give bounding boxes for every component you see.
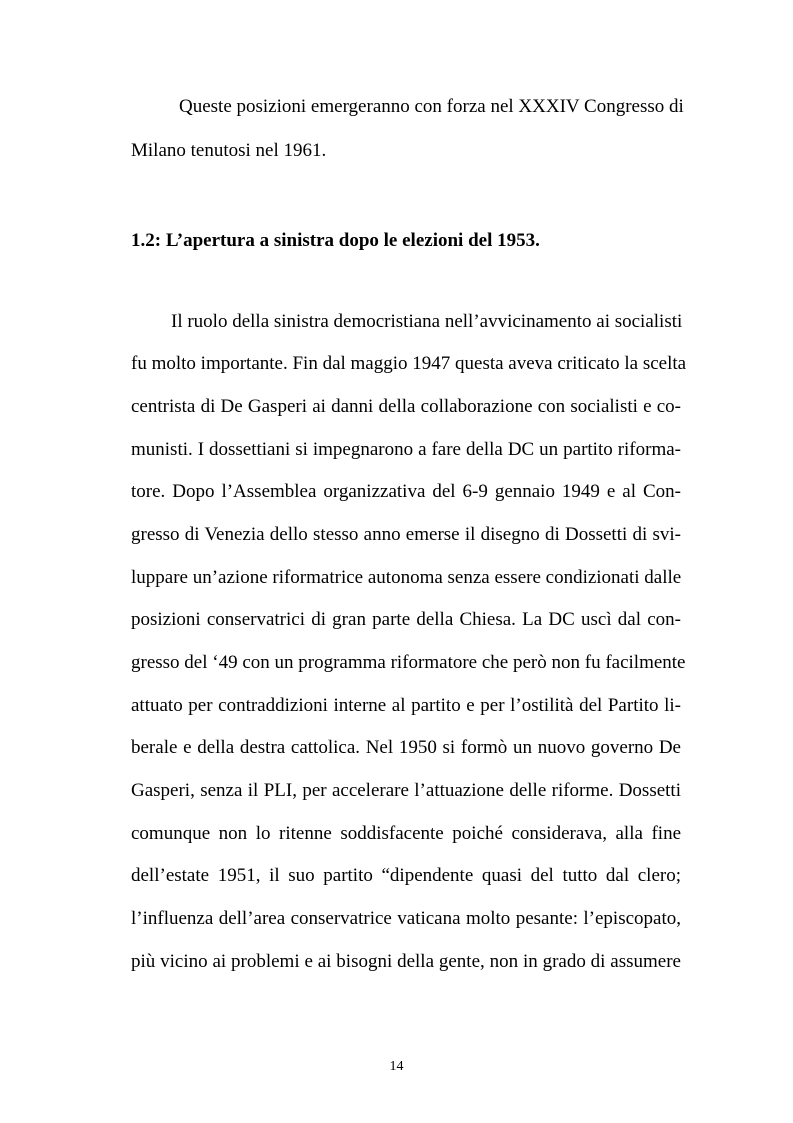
body-line-4: munisti. I dossettiani si impegnarono a fare della DC un partito riforma- — [131, 439, 681, 460]
body-line-1: Il ruolo della sinistra democristiana nell’avvicinamento ai socialisti — [171, 311, 683, 332]
body-line-13: comunque non lo ritenne soddisfacente poiché considerava, alla fine — [131, 823, 681, 844]
body-line-2: fu molto importante. Fin dal maggio 1947 questa aveva criticato la scelta — [131, 353, 687, 374]
page-number: 14 — [389, 1059, 404, 1074]
body-line-11: berale e della destra cattolica. Nel 1950 si formò un nuovo governo De — [131, 737, 681, 758]
body-line-12: Gasperi, senza il PLI, per accelerare l’attuazione delle riforme. Dossetti — [131, 780, 681, 801]
body-line-16: più vicino ai problemi e ai bisogni della gente, non in grado di assumere — [131, 951, 681, 972]
body-line-7: luppare un’azione riformatrice autonoma senza essere condizionati dalle — [131, 567, 682, 588]
body-line-6: gresso di Venezia dello stesso anno emerse il disegno di Dossetti di svi- — [131, 524, 681, 545]
body-line-15: l’influenza dell’area conservatrice vaticana molto pesante: l’episcopato, — [131, 908, 681, 929]
section-heading: 1.2: L’apertura a sinistra dopo le elezioni del 1953. — [131, 230, 540, 251]
body-line-5: tore. Dopo l’Assemblea organizzativa del 6-9 gennaio 1949 e al Con- — [131, 481, 681, 502]
body-line-9: gresso del ‘49 con un programma riformatore che però non fu facilmente — [131, 652, 686, 673]
body-line-3: centrista di De Gasperi ai danni della collaborazione con socialisti e co- — [131, 396, 681, 417]
body-line-10: attuato per contraddizioni interne al partito e per l’ostilità del Partito li- — [131, 695, 681, 716]
body-line-14: dell’estate 1951, il suo partito “dipendente quasi del tutto dal clero; — [131, 865, 681, 886]
intro-line-1: Queste posizioni emergeranno con forza nel XXXIV Congresso di — [179, 96, 684, 117]
body-line-8: posizioni conservatrici di gran parte della Chiesa. La DC uscì dal con- — [131, 609, 681, 630]
intro-line-2: Milano tenutosi nel 1961. — [131, 140, 327, 161]
